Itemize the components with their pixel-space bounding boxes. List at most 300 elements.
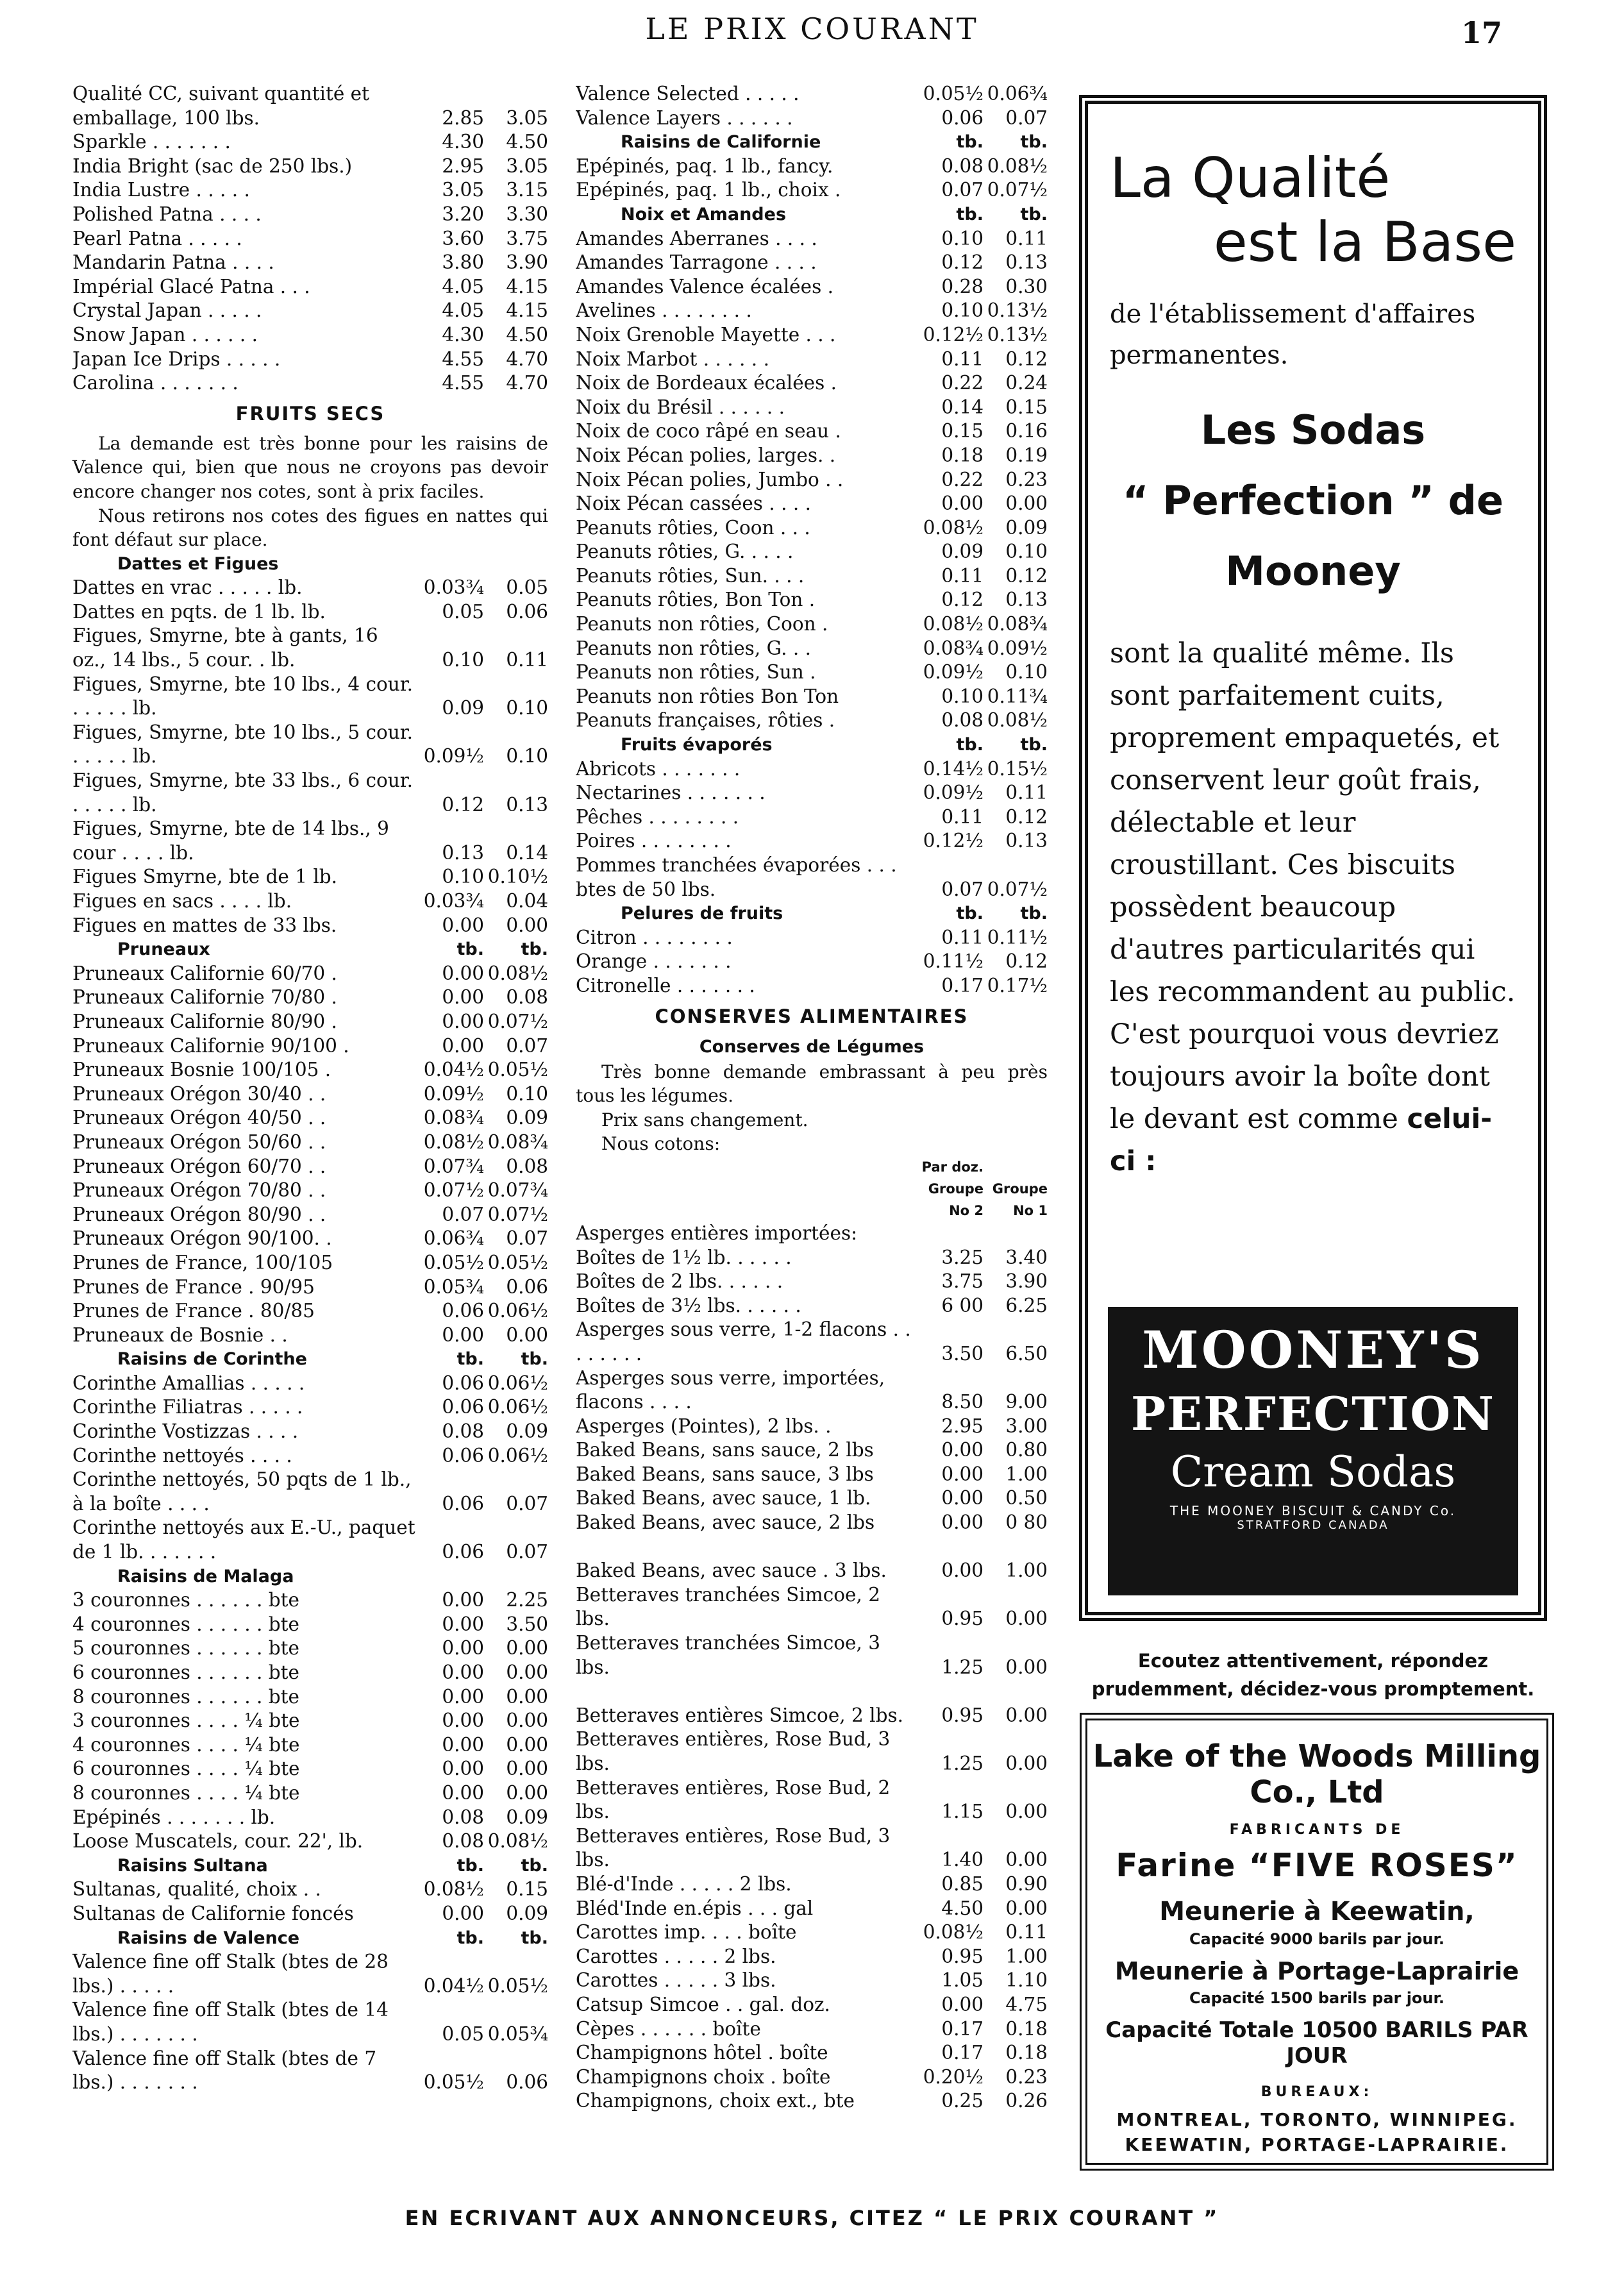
item-label: Boîtes de 3½ lbs. . . . . . (576, 1294, 801, 1316)
item-label: Sultanas de Californie foncés (72, 1902, 354, 1924)
price-row (72, 1034, 548, 1059)
item-label: 8 couronnes . . . . . . bte (72, 1685, 299, 1708)
price-low: 4.55 (442, 372, 484, 394)
price-row (72, 1082, 548, 1107)
ad-headline-2: est la Base (1213, 210, 1516, 274)
item-label: Raisins de Valence (117, 1928, 300, 1948)
price-low: 0.09 (941, 541, 984, 563)
price-high: 0.13 (1005, 830, 1048, 852)
price-row (576, 178, 1048, 203)
price-row (576, 251, 1048, 275)
price-high: 0.12 (1005, 348, 1048, 370)
price-row (576, 853, 1048, 902)
item-label: Pêches . . . . . . . . (576, 805, 739, 828)
item-label: Pruneaux Orégon 70/80 . . (72, 1179, 326, 1202)
price-row (576, 227, 1048, 251)
price-row (72, 251, 548, 275)
ad-body-bold: celui-ci : (1110, 1103, 1493, 1177)
item-label: Figues, Smyrne, bte à gants, 16 oz., 14 lbs., 5 cour. . lb. (72, 625, 378, 671)
price-row (576, 1776, 1048, 1824)
price-low: tb. (456, 1855, 484, 1876)
price-row (576, 781, 1048, 805)
item-label: Pruneaux (117, 939, 210, 960)
price-high: 1.00 (1005, 1559, 1048, 1582)
item-label: Epépinés, paq. 1 lb., fancy. (576, 155, 833, 177)
item-label: Pruneaux Californie 70/80 . (72, 986, 337, 1009)
price-row (72, 227, 548, 251)
price-high: 0.08½ (487, 1830, 548, 1853)
item-label: Figues en sacs . . . . lb. (72, 890, 292, 912)
page-footer: EN ECRIVANT AUX ANNONCEURS, CITEZ “ LE PRIX COURANT ” (405, 2206, 1219, 2230)
price-low: 0.12 (941, 251, 984, 274)
price-low: 0.08½ (423, 1131, 484, 1153)
price-low: 0.10 (941, 685, 984, 707)
price-row (72, 130, 548, 155)
item-label: India Bright (sac de 250 lbs.) (72, 155, 353, 177)
item-label: Betteraves tranchées Simcoe, 3 lbs. (576, 1632, 881, 1678)
item-label: Noix Pécan polies, larges. . (576, 444, 836, 466)
price-row (576, 371, 1048, 396)
price-low: 0.11 (941, 564, 984, 587)
price-high: 0.07½ (987, 878, 1048, 900)
price-row (576, 1897, 1048, 1921)
price-high: 0.00 (506, 1710, 548, 1732)
price-low: 0.08½ (923, 516, 984, 539)
price-high: 0.16 (1005, 420, 1048, 442)
price-row (576, 2041, 1048, 2065)
price-low: 0.00 (442, 1637, 484, 1660)
price-high: 4.70 (506, 372, 548, 394)
price-high: 0.00 (506, 1685, 548, 1708)
price-high: 3.50 (506, 1613, 548, 1635)
item-label: Noix Marbot . . . . . . (576, 348, 769, 370)
item-label: Peanuts non rôties, Sun . (576, 661, 816, 684)
price-row (576, 1993, 1048, 2017)
price-low: 0.00 (941, 1463, 984, 1485)
item-label (576, 1200, 916, 1222)
item-label: Corinthe Amallias . . . . . (72, 1372, 305, 1394)
price-row (72, 1131, 548, 1155)
item-label: Sparkle . . . . . . . (72, 131, 231, 153)
price-high: 0.07 (506, 1492, 548, 1515)
price-row (576, 1438, 1048, 1463)
price-high: 0.09 (506, 1420, 548, 1443)
price-low: 0.00 (442, 1685, 484, 1708)
price-low: 0.00 (941, 1993, 984, 2015)
price-low: 8.50 (941, 1391, 984, 1413)
item-label: Amandes Tarragone . . . . (576, 251, 817, 274)
price-row (72, 1058, 548, 1082)
price-high: 0.00 (506, 1324, 548, 1346)
price-high: 0.13½ (987, 299, 1048, 322)
item-label: Noix de coco râpé en seau . (576, 420, 841, 442)
price-high: tb. (1020, 204, 1048, 224)
item-label: Raisins de Corinthe (117, 1349, 307, 1370)
price-low: 0.04½ (423, 1974, 484, 1997)
item-label: Figues, Smyrne, bte 10 lbs., 5 cour. . . . . . lb. (72, 721, 414, 768)
price-high: 0.13 (1005, 589, 1048, 611)
price-high: 0.10 (1005, 541, 1048, 563)
price-low: 0.03¾ (423, 576, 484, 599)
price-high: 0.08 (506, 986, 548, 1009)
price-high: 0.06 (506, 600, 548, 623)
price-low: 4.05 (442, 299, 484, 322)
price-row (72, 1275, 548, 1300)
item-label: Abricots . . . . . . . (576, 757, 741, 780)
item-label: Dattes en pqts. de 1 lb. lb. (72, 600, 326, 623)
item-label: Baked Beans, avec sauce . 3 lbs. (576, 1559, 887, 1582)
category-heading (72, 1926, 548, 1951)
lake-farine: Farine “FIVE ROSES” (1116, 1847, 1518, 1884)
price-high: 6.25 (1005, 1294, 1048, 1316)
price-low: 2.95 (442, 155, 484, 177)
price-row (72, 1950, 548, 1998)
price-high: 0.11 (1005, 227, 1048, 249)
price-row (576, 1631, 1048, 1679)
item-label: Pruneaux Orégon 60/70 . . (72, 1155, 326, 1177)
price-high: 0.08½ (987, 709, 1048, 732)
price-low: 0.00 (442, 1010, 484, 1032)
price-row (576, 275, 1048, 299)
price-row (576, 323, 1048, 348)
item-label: Noix et Amandes (621, 204, 787, 224)
price-row (576, 1583, 1048, 1631)
price-high: 0.04 (506, 890, 548, 912)
price-row (576, 1728, 1048, 1776)
price-high: 0.50 (1005, 1487, 1048, 1509)
price-row (72, 1106, 548, 1131)
item-label: Asperges (Pointes), 2 lbs. . (576, 1415, 832, 1437)
price-row (576, 612, 1048, 637)
price-high: 0.14 (506, 841, 548, 864)
price-row (72, 1902, 548, 1926)
price-low: 0.00 (442, 986, 484, 1009)
price-low: 0.00 (442, 1758, 484, 1780)
price-high: 0.07 (506, 1034, 548, 1057)
mooney-advertisement (1079, 95, 1547, 1621)
price-row (72, 1806, 548, 1830)
price-low: 0.09½ (423, 1082, 484, 1105)
price-high: 0.11 (1005, 1921, 1048, 1944)
category-heading (576, 902, 1048, 926)
item-label: 6 couronnes . . . . ¼ bte (72, 1758, 300, 1780)
price-high: 0.10 (506, 697, 548, 719)
price-high: 0.13 (506, 793, 548, 816)
item-label: Peanuts non rôties Bon Ton (576, 685, 839, 707)
price-high: 9.00 (1005, 1391, 1048, 1413)
price-row (72, 299, 548, 323)
item-label: Corinthe Vostizzas . . . . (72, 1420, 299, 1443)
ad-sodas-line-3: Mooney (1225, 548, 1401, 594)
price-low: tb. (956, 132, 984, 153)
price-row (72, 986, 548, 1010)
price-high: tb. (1020, 735, 1048, 755)
price-low: 1.25 (941, 1656, 984, 1678)
price-high: 0.12 (1005, 564, 1048, 587)
item-label (576, 1156, 916, 1178)
item-label: Impérial Glacé Patna . . . (72, 275, 310, 298)
price-high: 0.06 (506, 2071, 548, 2094)
item-label: Carolina . . . . . . . (72, 372, 239, 394)
item-label: Valence fine off Stalk (btes de 28 lbs.) . . . . . (72, 1951, 389, 1997)
price-high (484, 552, 548, 576)
price-row (72, 275, 548, 299)
price-high: 0.06¾ (987, 83, 1048, 105)
item-label: Noix Pécan polies, Jumbo . . (576, 468, 844, 491)
price-high: 0.08½ (487, 962, 548, 984)
lake-mill-1: Meunerie à Keewatin, (1159, 1897, 1475, 1926)
price-low: 0.11 (941, 926, 984, 948)
price-high: 4.70 (506, 348, 548, 370)
price-high: 3.75 (506, 227, 548, 249)
price-high: tb. (521, 939, 548, 960)
lake-of-the-woods-advertisement (1085, 1719, 1548, 2165)
price-high: 0.05½ (487, 1974, 548, 1997)
item-label: Champignons, choix ext., bte (576, 2090, 855, 2112)
price-low: 0.06 (442, 1444, 484, 1467)
price-high: 0.09 (506, 1902, 548, 1924)
price-row (576, 1318, 1048, 1366)
price-row (576, 348, 1048, 372)
price-row (576, 2017, 1048, 2042)
item-label: Corinthe nettoyés, 50 pqts de 1 lb., à la boîte . . . . (72, 1468, 412, 1515)
price-low: 0.05 (442, 600, 484, 623)
lake-fabricants: FABRICANTS DE (1229, 1822, 1405, 1838)
price-row (576, 1921, 1048, 1945)
price-low: 0.22 (941, 468, 984, 491)
price-low: 0.11 (941, 805, 984, 828)
item-label: Citron . . . . . . . . (576, 926, 733, 948)
ad-sodas-line-1: Les Sodas (1200, 407, 1426, 453)
price-low: 0.00 (442, 962, 484, 984)
price-row (72, 865, 548, 889)
price-low: 0.03¾ (423, 890, 484, 912)
price-low: 0.06¾ (423, 1227, 484, 1250)
price-high: 0.07½ (487, 1010, 548, 1032)
price-high: 0.23 (1005, 2065, 1048, 2088)
item-label: Peanuts non rôties, Coon . (576, 613, 828, 635)
price-low: 0.17 (941, 974, 984, 996)
price-row (576, 757, 1048, 782)
price-row (72, 1324, 548, 1348)
price-low: 4.30 (442, 131, 484, 153)
price-row (72, 203, 548, 227)
item-label: Asperges entières importées: (576, 1222, 858, 1244)
price-row (72, 1010, 548, 1034)
price-row (576, 106, 1048, 131)
item-label: 4 couronnes . . . . . . bte (72, 1613, 299, 1635)
price-low: 0.05 (442, 2022, 484, 2045)
price-low: 0.17 (941, 2042, 984, 2064)
price-row (576, 1872, 1048, 1897)
item-label: Figues, Smyrne, bte de 14 lbs., 9 cour . . . . lb. (72, 818, 389, 864)
price-row (72, 962, 548, 986)
category-heading (576, 203, 1048, 227)
item-label: Peanuts rôties, Sun. . . . (576, 564, 805, 587)
price-low: 0.08½ (423, 1878, 484, 1901)
price-low: 0.22 (941, 372, 984, 394)
price-low (417, 1565, 484, 1589)
item-label: Epépinés . . . . . . . lb. (72, 1806, 276, 1828)
price-row (72, 1588, 548, 1613)
price-row (72, 1781, 548, 1806)
item-label: Noix de Bordeaux écalées . (576, 372, 837, 394)
price-column-middle (576, 82, 1048, 2114)
item-label: Polished Patna . . . . (72, 203, 262, 225)
price-low: 0.08½ (923, 613, 984, 635)
price-row (576, 1824, 1048, 1872)
price-row (72, 673, 548, 721)
item-label: 6 couronnes . . . . . . bte (72, 1661, 299, 1683)
price-high: 0.08¾ (487, 1131, 548, 1153)
price-low: 0.10 (442, 649, 484, 671)
item-label: Figues en mattes de 33 lbs. (72, 914, 337, 936)
paragraph: La demande est très bonne pour les raisins de Valence qui, bien que nous ne croyons pas devoir encore changer nos cotes, sont à prix faciles. (72, 432, 548, 502)
price-low: 0.10 (941, 227, 984, 249)
price-low: 3.60 (442, 227, 484, 249)
price-row (576, 588, 1048, 612)
price-row (72, 371, 548, 396)
price-low: 0.20½ (923, 2065, 984, 2088)
item-label: 3 couronnes . . . . . . bte (72, 1589, 299, 1611)
price-low: 0.00 (941, 1559, 984, 1582)
price-row (576, 540, 1048, 564)
price-low: 0.95 (941, 1945, 984, 1967)
lake-cities-2: KEEWATIN, PORTAGE-LAPRAIRIE. (1125, 2134, 1509, 2155)
price-high: 0.07¾ (487, 1179, 548, 1202)
price-low: tb. (456, 1349, 484, 1370)
price-row (72, 624, 548, 672)
price-row (72, 348, 548, 372)
price-row (576, 2065, 1048, 2090)
category-heading (576, 733, 1048, 757)
price-high: 0.11¾ (987, 685, 1048, 707)
price-high: tb. (1020, 904, 1048, 924)
box-company: THE MOONEY BISCUIT & CANDY Co. (1169, 1503, 1457, 1518)
price-high: 3.15 (506, 179, 548, 201)
price-low: 0.00 (941, 492, 984, 515)
item-label: Pruneaux Bosnie 100/105 . (72, 1059, 331, 1081)
price-row (576, 1679, 1048, 1728)
item-label: Asperges sous verre, 1-2 flacons . . . . . . . . (576, 1318, 911, 1365)
price-row (72, 1420, 548, 1444)
box-line: PERFECTION (1131, 1386, 1495, 1441)
box-city: STRATFORD CANADA (1237, 1518, 1389, 1532)
price-row (576, 637, 1048, 661)
item-label: Baked Beans, sans sauce, 2 lbs (576, 1439, 874, 1461)
price-high: 0.07½ (487, 1203, 548, 1225)
price-high: 0.05¾ (487, 2022, 548, 2045)
item-label: Peanuts rôties, G. . . . . (576, 541, 794, 563)
price-low: 0.06 (442, 1300, 484, 1322)
price-row (576, 1969, 1048, 1993)
price-low: tb. (456, 939, 484, 960)
item-label: Carottes imp. . . . boîte (576, 1921, 797, 1944)
item-label: Amandes Aberranes . . . . (576, 227, 817, 249)
price-row (576, 516, 1048, 541)
price-high: 0.26 (1005, 2090, 1048, 2112)
price-row (576, 926, 1048, 950)
price-low: 0.00 (442, 1710, 484, 1732)
price-high: 0.00 (1005, 492, 1048, 515)
item-label: Betteraves entières, Rose Bud, 3 lbs. (576, 1824, 891, 1871)
price-row (72, 1155, 548, 1179)
item-label: Peanuts rôties, Bon Ton . (576, 589, 816, 611)
item-label: Pruneaux Californie 80/90 . (72, 1010, 337, 1032)
price-low: 0.17 (941, 2017, 984, 2040)
item-label: Noix du Brésil . . . . . . (576, 396, 785, 418)
price-high: 3.90 (506, 251, 548, 274)
price-column-header (576, 1178, 1048, 1200)
lake-cities-1: MONTREAL, TORONTO, WINNIPEG. (1116, 2109, 1518, 2130)
price-low: 1.05 (941, 1969, 984, 1992)
item-label: Carottes . . . . . 2 lbs. (576, 1945, 776, 1967)
item-label: Noix Grenoble Mayette . . . (576, 323, 836, 346)
item-label: Champignons choix . boîte (576, 2065, 831, 2088)
price-high: 0.06½ (487, 1300, 548, 1322)
price-high: 0.06 (506, 1275, 548, 1298)
item-label: 4 couronnes . . . . ¼ bte (72, 1733, 300, 1756)
item-label: Valence Selected . . . . . (576, 83, 799, 105)
price-row (72, 82, 548, 130)
item-label: Loose Muscatels, cour. 22', lb. (72, 1830, 364, 1853)
price-row (72, 1444, 548, 1468)
price-low: 0.07 (941, 179, 984, 201)
price-low: 0.12 (941, 589, 984, 611)
price-high: 0.00 (1005, 1801, 1048, 1823)
item-label: Boîtes de 1½ lb. . . . . . (576, 1246, 792, 1268)
price-low: tb. (956, 735, 984, 755)
price-row (576, 1294, 1048, 1318)
item-label: Carottes . . . . . 3 lbs. (576, 1969, 776, 1992)
price-high: 0.19 (1005, 444, 1048, 466)
price-row (576, 1511, 1048, 1535)
price-high: 0.00 (1005, 1704, 1048, 1726)
item-label: Japan Ice Drips . . . . . (72, 348, 281, 370)
price-low: 0.12½ (923, 323, 984, 346)
price-row (576, 396, 1048, 420)
price-row (576, 829, 1048, 853)
item-label: Valence fine off Stalk (btes de 14 lbs.) . . . . . . . (72, 1999, 389, 2045)
item-label: Amandes Valence écalées . (576, 275, 833, 298)
price-high (984, 1222, 1048, 1246)
item-label: Pruneaux Orégon 90/100. . (72, 1227, 332, 1250)
box-product: Cream Sodas (1170, 1447, 1456, 1497)
price-row (72, 1878, 548, 1902)
item-label: Baked Beans, avec sauce, 1 lb. (576, 1487, 871, 1509)
item-label: Catsup Simcoe . . gal. doz. (576, 1993, 830, 2015)
price-low: 0.09½ (923, 661, 984, 684)
price-low: 0.07¾ (423, 1155, 484, 1177)
price-low: 0.25 (941, 2090, 984, 2112)
item-label: Pruneaux Orégon 50/60 . . (72, 1131, 326, 1153)
price-high: 0.11 (506, 649, 548, 671)
price-low: 0.08¾ (923, 637, 984, 659)
price-high: 0.07 (506, 1541, 548, 1563)
price-low: tb. (956, 904, 984, 924)
price-high: 0.17½ (987, 974, 1048, 996)
price-high: 4.75 (1005, 1993, 1048, 2015)
price-column-header (576, 1156, 1048, 1178)
price-row (576, 1415, 1048, 1439)
price-high: tb. (521, 1855, 548, 1876)
lake-capacity-2: Capacité 1500 barils par jour. (1189, 1989, 1445, 2007)
price-high: No 1 (1013, 1202, 1048, 1218)
ad-sodas-line-2: “ Perfection ” de (1122, 477, 1504, 524)
price-high: 6.50 (1005, 1342, 1048, 1365)
item-label: Snow Japan . . . . . . (72, 323, 258, 346)
item-label: Valence fine off Stalk (btes de 7 lbs.) . . . . . . . (72, 2047, 377, 2094)
